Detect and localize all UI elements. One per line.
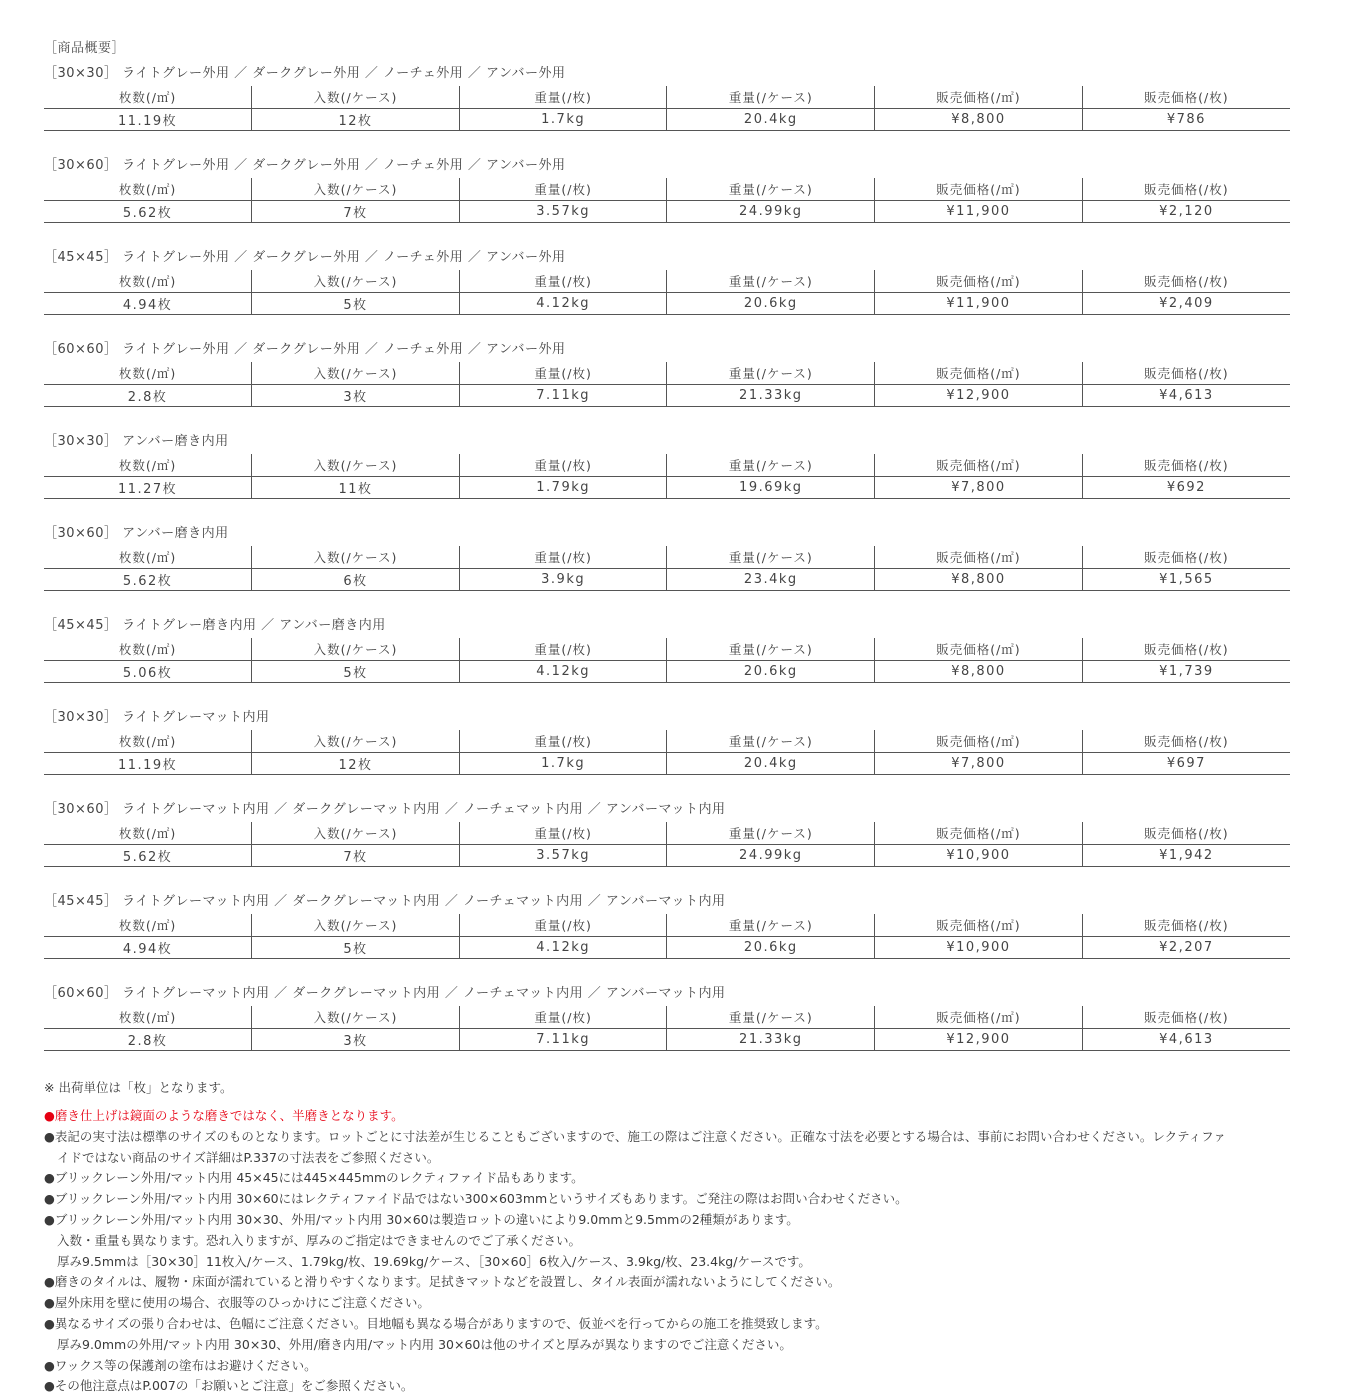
spec-header-row	[44, 178, 1290, 201]
spec-header-cell: 重量(/枚)	[459, 86, 667, 109]
spec-value-cell: ¥1,942	[1082, 845, 1290, 867]
spec-header-cell: 重量(/枚)	[459, 638, 667, 661]
spec-header-cell: 販売価格(/㎡)	[875, 86, 1083, 109]
spec-table	[44, 270, 1290, 315]
spec-header-cell: 重量(/枚)	[459, 1006, 667, 1029]
spec-header-cell: 販売価格(/枚)	[1082, 270, 1290, 293]
spec-header-cell: 枚数(/㎡)	[44, 86, 252, 109]
spec-value-cell: ¥11,900	[875, 201, 1083, 223]
spec-value-cell: 5.06枚	[44, 661, 252, 683]
spec-table	[44, 362, 1290, 407]
spec-header-row	[44, 362, 1290, 385]
spec-value-cell: 4.12kg	[459, 661, 667, 683]
table-row	[44, 385, 1290, 407]
spec-header-row	[44, 638, 1290, 661]
spec-value-cell: 3枚	[252, 385, 460, 407]
spec-table	[44, 178, 1290, 223]
spec-header-row	[44, 914, 1290, 937]
spec-header-cell: 重量(/枚)	[459, 546, 667, 569]
spec-header-cell: 入数(/ケース)	[252, 638, 460, 661]
product-overview-page	[44, 36, 1290, 1397]
spec-block-title: ［60×60］ ライトグレー外用 ／ ダークグレー外用 ／ ノーチェ外用 ／ アンバー外用	[44, 342, 566, 357]
note-continuation: 入数・重量も異なります。恐れ入りますが、厚みのご指定はできませんのでご了承ください。	[57, 1232, 582, 1248]
spec-value-cell: 1.7kg	[459, 109, 667, 131]
spec-header-cell: 重量(/枚)	[459, 730, 667, 753]
spec-value-cell: 11枚	[252, 477, 460, 499]
spec-value-cell: ¥10,900	[875, 937, 1083, 959]
note-text: ●その他注意点はP.007の「お願いとご注意」をご参照ください。	[44, 1378, 414, 1394]
note-item	[44, 1293, 1290, 1314]
spec-header-row	[44, 822, 1290, 845]
spec-header-row	[44, 730, 1290, 753]
spec-value-cell: 21.33kg	[667, 1029, 875, 1051]
spec-header-cell: 重量(/枚)	[459, 362, 667, 385]
spec-block	[44, 522, 1290, 614]
spec-value-cell: ¥7,800	[875, 753, 1083, 775]
spec-header-row	[44, 1006, 1290, 1029]
spec-header-cell: 重量(/ケース)	[667, 730, 875, 753]
spec-value-cell: 4.94枚	[44, 937, 252, 959]
spec-value-cell: 2.8枚	[44, 1029, 252, 1051]
spec-value-cell: 11.19枚	[44, 109, 252, 131]
spec-value-cell: ¥4,613	[1082, 385, 1290, 407]
spec-block-title: ［45×45］ ライトグレー磨き内用 ／ アンバー磨き内用	[44, 618, 386, 633]
spec-value-cell: ¥10,900	[875, 845, 1083, 867]
note-text: ●屋外床用を壁に使用の場合、衣服等のひっかけにご注意ください。	[44, 1295, 430, 1311]
note-item	[44, 1314, 1290, 1356]
spec-block	[44, 430, 1290, 522]
note-item	[44, 1376, 1290, 1397]
note-text: ●異なるサイズの張り合わせは、色幅にご注意ください。目地幅も異なる場合がありますので、仮並べを行ってからの施工を推奨致します。	[44, 1315, 828, 1331]
spec-header-cell: 入数(/ケース)	[252, 1006, 460, 1029]
spec-value-cell: ¥8,800	[875, 569, 1083, 591]
spec-value-cell: 3枚	[252, 1029, 460, 1051]
spec-value-cell: 7枚	[252, 201, 460, 223]
spec-value-cell: 20.6kg	[667, 293, 875, 315]
spec-value-cell: ¥8,800	[875, 661, 1083, 683]
spec-value-cell: 24.99kg	[667, 201, 875, 223]
spec-value-cell: 23.4kg	[667, 569, 875, 591]
spec-value-cell: ¥2,409	[1082, 293, 1290, 315]
spec-header-cell: 重量(/枚)	[459, 822, 667, 845]
spec-blocks	[44, 62, 1290, 1074]
spec-header-cell: 入数(/ケース)	[252, 362, 460, 385]
note-text: ●ブリックレーン外用/マット内用 30×30、外用/マット内用 30×60は製造ロットの違いにより9.0mmと9.5mmの2種類があります。	[44, 1211, 799, 1227]
spec-value-cell: ¥2,120	[1082, 201, 1290, 223]
spec-header-cell: 枚数(/㎡)	[44, 822, 252, 845]
spec-header-cell: 重量(/枚)	[459, 270, 667, 293]
spec-header-cell: 販売価格(/㎡)	[875, 362, 1083, 385]
spec-header-cell: 販売価格(/枚)	[1082, 454, 1290, 477]
spec-header-cell: 入数(/ケース)	[252, 454, 460, 477]
spec-value-cell: 7枚	[252, 845, 460, 867]
spec-value-cell: 12枚	[252, 109, 460, 131]
spec-value-cell: 5枚	[252, 293, 460, 315]
spec-header-cell: 重量(/枚)	[459, 914, 667, 937]
spec-header-cell: 枚数(/㎡)	[44, 270, 252, 293]
table-row	[44, 293, 1290, 315]
spec-header-row	[44, 546, 1290, 569]
spec-header-cell: 販売価格(/枚)	[1082, 86, 1290, 109]
note-text: ●ワックス等の保護剤の塗布はお避けください。	[44, 1357, 317, 1373]
table-row	[44, 1029, 1290, 1051]
notes-section	[44, 1076, 1290, 1397]
spec-header-cell: 枚数(/㎡)	[44, 638, 252, 661]
spec-header-cell: 入数(/ケース)	[252, 822, 460, 845]
spec-header-cell: 重量(/ケース)	[667, 546, 875, 569]
spec-block	[44, 154, 1290, 246]
spec-header-cell: 販売価格(/㎡)	[875, 638, 1083, 661]
spec-header-cell: 重量(/ケース)	[667, 454, 875, 477]
spec-block-title: ［60×60］ ライトグレーマット内用 ／ ダークグレーマット内用 ／ ノーチェマット内用 ／ アンバーマット内用	[44, 986, 726, 1001]
spec-block	[44, 246, 1290, 338]
spec-value-cell: ¥7,800	[875, 477, 1083, 499]
note-item	[44, 1189, 1290, 1210]
spec-value-cell: 4.12kg	[459, 937, 667, 959]
spec-value-cell: 1.7kg	[459, 753, 667, 775]
note-continuation: 厚み9.5mmは［30×30］11枚入/ケース、1.79kg/枚、19.69kg/ケース、［30×60］6枚入/ケース、3.9kg/枚、23.4kg/ケースです。	[57, 1253, 811, 1269]
table-row	[44, 201, 1290, 223]
spec-header-cell: 枚数(/㎡)	[44, 730, 252, 753]
spec-header-cell: 枚数(/㎡)	[44, 178, 252, 201]
spec-header-cell: 入数(/ケース)	[252, 86, 460, 109]
spec-value-cell: ¥2,207	[1082, 937, 1290, 959]
spec-value-cell: 5枚	[252, 937, 460, 959]
spec-value-cell: 7.11kg	[459, 1029, 667, 1051]
spec-block-title: ［30×60］ ライトグレーマット内用 ／ ダークグレーマット内用 ／ ノーチェマット内用 ／ アンバーマット内用	[44, 802, 726, 817]
spec-value-cell: ¥692	[1082, 477, 1290, 499]
spec-header-row	[44, 454, 1290, 477]
spec-header-cell: 入数(/ケース)	[252, 178, 460, 201]
spec-table	[44, 638, 1290, 683]
spec-table	[44, 822, 1290, 867]
spec-header-cell: 枚数(/㎡)	[44, 914, 252, 937]
note-text: ●磨きのタイルは、履物・床面が濡れていると滑りやすくなります。足拭きマットなどを設置し、タイル表面が濡れないようにしてください。	[44, 1274, 841, 1290]
spec-header-cell: 販売価格(/㎡)	[875, 730, 1083, 753]
note-text: ●表記の実寸法は標準のサイズのものとなります。ロットごとに寸法差が生じることもございますので、施工の際はご注意ください。正確な寸法を必要とする場合は、事前にお問い合わせください。レクティファ	[44, 1128, 1226, 1144]
spec-value-cell: 2.8枚	[44, 385, 252, 407]
spec-header-cell: 販売価格(/枚)	[1082, 730, 1290, 753]
note-continuation: イドではない商品のサイズ詳細はP.337の寸法表をご参照ください。	[57, 1149, 440, 1165]
spec-value-cell: 5枚	[252, 661, 460, 683]
spec-value-cell: 6枚	[252, 569, 460, 591]
note-text: ●ブリックレーン外用/マット内用 30×60にはレクティファイド品ではない300×603mmというサイズもあります。ご発注の際はお問い合わせください。	[44, 1191, 908, 1207]
spec-block-title: ［30×30］ アンバー磨き内用	[44, 434, 229, 449]
table-row	[44, 569, 1290, 591]
spec-block-title: ［45×45］ ライトグレーマット内用 ／ ダークグレーマット内用 ／ ノーチェマット内用 ／ アンバーマット内用	[44, 894, 726, 909]
spec-header-cell: 重量(/ケース)	[667, 86, 875, 109]
spec-header-cell: 重量(/ケース)	[667, 178, 875, 201]
note-item	[44, 1210, 1290, 1272]
spec-value-cell: 5.62枚	[44, 569, 252, 591]
note-text: ●ブリックレーン外用/マット内用 45×45には445×445mmのレクティファイド品もあります。	[44, 1170, 584, 1186]
note-item	[44, 1127, 1290, 1169]
table-row	[44, 661, 1290, 683]
spec-header-cell: 販売価格(/枚)	[1082, 1006, 1290, 1029]
spec-block	[44, 62, 1290, 154]
spec-header-cell: 入数(/ケース)	[252, 914, 460, 937]
spec-block-title: ［45×45］ ライトグレー外用 ／ ダークグレー外用 ／ ノーチェ外用 ／ アンバー外用	[44, 250, 566, 265]
section-title: ［商品概要］	[44, 41, 126, 56]
spec-header-cell: 販売価格(/㎡)	[875, 178, 1083, 201]
spec-table	[44, 914, 1290, 959]
spec-header-cell: 販売価格(/㎡)	[875, 1006, 1083, 1029]
spec-header-cell: 枚数(/㎡)	[44, 1006, 252, 1029]
spec-value-cell: ¥8,800	[875, 109, 1083, 131]
spec-value-cell: 4.94枚	[44, 293, 252, 315]
table-row	[44, 845, 1290, 867]
spec-value-cell: 21.33kg	[667, 385, 875, 407]
spec-header-cell: 入数(/ケース)	[252, 546, 460, 569]
spec-value-cell: 11.27枚	[44, 477, 252, 499]
spec-value-cell: ¥1,739	[1082, 661, 1290, 683]
spec-header-cell: 販売価格(/㎡)	[875, 914, 1083, 937]
spec-header-cell: 販売価格(/㎡)	[875, 822, 1083, 845]
spec-table	[44, 730, 1290, 775]
table-row	[44, 109, 1290, 131]
spec-value-cell: 4.12kg	[459, 293, 667, 315]
spec-header-row	[44, 270, 1290, 293]
spec-table	[44, 1006, 1290, 1051]
spec-value-cell: 20.6kg	[667, 937, 875, 959]
spec-header-cell: 重量(/ケース)	[667, 822, 875, 845]
spec-header-cell: 入数(/ケース)	[252, 730, 460, 753]
spec-value-cell: 3.57kg	[459, 201, 667, 223]
note-text: ●磨き仕上げは鏡面のような磨きではなく、半磨きとなります。	[44, 1108, 404, 1123]
spec-value-cell: 20.4kg	[667, 109, 875, 131]
spec-header-cell: 枚数(/㎡)	[44, 546, 252, 569]
spec-header-cell: 重量(/ケース)	[667, 362, 875, 385]
spec-header-cell: 重量(/ケース)	[667, 270, 875, 293]
spec-header-cell: 重量(/ケース)	[667, 638, 875, 661]
spec-block-title: ［30×30］ ライトグレーマット内用	[44, 710, 270, 725]
spec-header-cell: 販売価格(/枚)	[1082, 362, 1290, 385]
spec-header-cell: 販売価格(/枚)	[1082, 822, 1290, 845]
spec-table	[44, 546, 1290, 591]
spec-value-cell: 3.57kg	[459, 845, 667, 867]
spec-header-cell: 販売価格(/㎡)	[875, 454, 1083, 477]
note-item	[44, 1272, 1290, 1293]
spec-value-cell: 11.19枚	[44, 753, 252, 775]
spec-header-cell: 枚数(/㎡)	[44, 454, 252, 477]
spec-header-cell: 重量(/ケース)	[667, 1006, 875, 1029]
spec-value-cell: ¥11,900	[875, 293, 1083, 315]
spec-header-cell: 販売価格(/枚)	[1082, 638, 1290, 661]
spec-table	[44, 454, 1290, 499]
spec-header-cell: 販売価格(/㎡)	[875, 270, 1083, 293]
spec-value-cell: ¥697	[1082, 753, 1290, 775]
spec-header-cell: 入数(/ケース)	[252, 270, 460, 293]
spec-value-cell: ¥1,565	[1082, 569, 1290, 591]
spec-value-cell: 20.6kg	[667, 661, 875, 683]
spec-block-title: ［30×30］ ライトグレー外用 ／ ダークグレー外用 ／ ノーチェ外用 ／ アンバー外用	[44, 66, 566, 81]
spec-header-row	[44, 86, 1290, 109]
table-row	[44, 753, 1290, 775]
spec-value-cell: ¥786	[1082, 109, 1290, 131]
spec-value-cell: ¥4,613	[1082, 1029, 1290, 1051]
spec-block	[44, 338, 1290, 430]
spec-header-cell: 枚数(/㎡)	[44, 362, 252, 385]
note-continuation: 厚み9.0mmの外用/マット内用 30×30、外用/磨き内用/マット内用 30×60は他のサイズと厚みが異なりますのでご注意ください。	[57, 1336, 792, 1352]
spec-block	[44, 890, 1290, 982]
spec-table	[44, 86, 1290, 131]
spec-block	[44, 982, 1290, 1074]
spec-header-cell: 重量(/枚)	[459, 178, 667, 201]
spec-value-cell: 20.4kg	[667, 753, 875, 775]
spec-value-cell: 19.69kg	[667, 477, 875, 499]
spec-value-cell: ¥12,900	[875, 1029, 1083, 1051]
spec-value-cell: 3.9kg	[459, 569, 667, 591]
spec-header-cell: 販売価格(/枚)	[1082, 546, 1290, 569]
spec-value-cell: 7.11kg	[459, 385, 667, 407]
spec-header-cell: 重量(/枚)	[459, 454, 667, 477]
note-list	[44, 1106, 1290, 1397]
spec-block-title: ［30×60］ ライトグレー外用 ／ ダークグレー外用 ／ ノーチェ外用 ／ アンバー外用	[44, 158, 566, 173]
table-row	[44, 477, 1290, 499]
spec-block-title: ［30×60］ アンバー磨き内用	[44, 526, 229, 541]
spec-header-cell: 重量(/ケース)	[667, 914, 875, 937]
spec-value-cell: 12枚	[252, 753, 460, 775]
note-item	[44, 1106, 1290, 1127]
spec-value-cell: 24.99kg	[667, 845, 875, 867]
spec-block	[44, 798, 1290, 890]
table-row	[44, 937, 1290, 959]
note-item	[44, 1168, 1290, 1189]
spec-value-cell: 5.62枚	[44, 845, 252, 867]
spec-value-cell: 1.79kg	[459, 477, 667, 499]
spec-header-cell: 販売価格(/枚)	[1082, 178, 1290, 201]
spec-header-cell: 販売価格(/㎡)	[875, 546, 1083, 569]
note-item	[44, 1356, 1290, 1377]
spec-block	[44, 706, 1290, 798]
spec-value-cell: 5.62枚	[44, 201, 252, 223]
shipping-unit-note: ※ 出荷単位は「枚」となります。	[44, 1080, 233, 1095]
spec-value-cell: ¥12,900	[875, 385, 1083, 407]
spec-block	[44, 614, 1290, 706]
spec-header-cell: 販売価格(/枚)	[1082, 914, 1290, 937]
